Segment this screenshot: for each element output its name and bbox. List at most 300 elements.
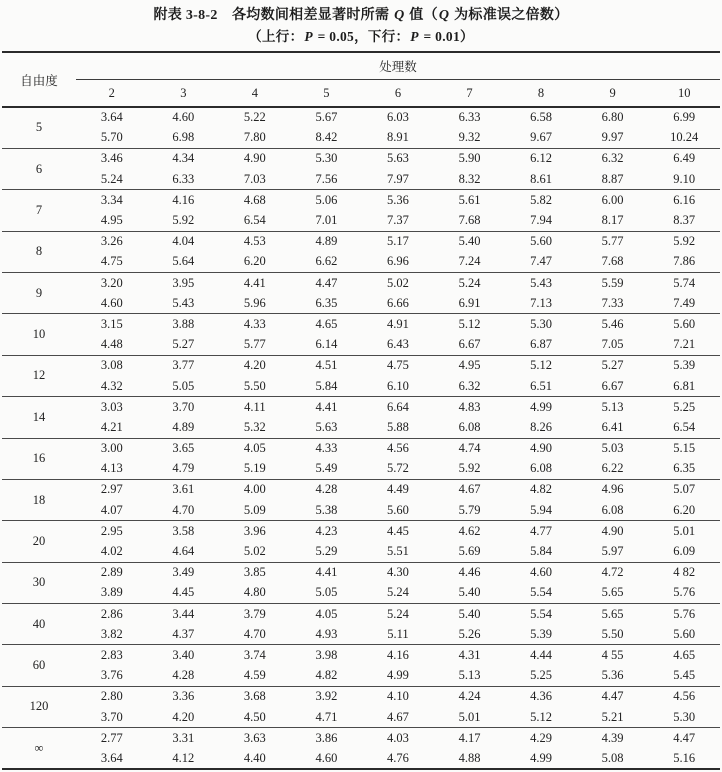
q-value-cell: 5.97 — [601, 544, 624, 559]
q-value-cell: 3.65 — [148, 438, 220, 459]
table-header — [2, 52, 720, 107]
q-value-cell: 4.36 — [505, 686, 577, 707]
q-value-cell: 5.09 — [243, 502, 266, 517]
q-value-cell: 2.97 — [76, 479, 148, 500]
q-value-cell: 4 82 — [648, 562, 720, 583]
column-header: 9 — [577, 80, 649, 108]
title-text: 值（ — [405, 8, 438, 23]
df-cell: 14 — [2, 397, 76, 438]
q-value-cell: 2.77 — [76, 728, 148, 749]
table-row-p05 — [2, 686, 720, 707]
q-value-cell: 5.03 — [577, 438, 649, 459]
q-value-cell: 4.32 — [100, 378, 123, 393]
q-value-cell: 4.12 — [172, 750, 195, 765]
q-value-cell: 4.21 — [100, 419, 123, 434]
q-value-cell: 5.60 — [673, 626, 696, 641]
q-value-cell: 7.86 — [673, 254, 696, 269]
q-value-cell: 5.02 — [243, 544, 266, 559]
q-value-cell: 8.61 — [530, 171, 552, 186]
q-value-cell: 7.03 — [243, 171, 266, 186]
q-value-cell: 5.76 — [673, 585, 696, 600]
q-value-cell: 4.41 — [291, 562, 363, 583]
q-value-cell: 4.50 — [243, 709, 266, 724]
q-value-cell: 5.63 — [362, 148, 434, 169]
q-value-cell: 9.97 — [601, 130, 624, 145]
q-value-cell: 5.67 — [315, 110, 338, 125]
subtitle-text: （上行： — [248, 29, 304, 44]
q-value-cell: 6.96 — [387, 254, 409, 269]
title-q-symbol: Q — [394, 8, 405, 23]
q-value-cell: 3.31 — [148, 728, 220, 749]
column-header: 4 — [219, 80, 291, 108]
q-value-cell: 5.50 — [601, 626, 624, 641]
q-value-cell: 5.26 — [458, 626, 481, 641]
q-value-cell: 3.86 — [291, 728, 363, 749]
q-value-cell: 10.24 — [670, 130, 699, 145]
q-value-cell: 6.99 — [673, 110, 696, 125]
table-body — [2, 107, 720, 769]
q-value-cell: 6.87 — [530, 337, 552, 352]
q-value-cell: 3.40 — [148, 645, 220, 666]
q-value-cell: 4.20 — [172, 709, 195, 724]
q-value-cell: 5.30 — [673, 709, 696, 724]
q-value-cell: 6.67 — [601, 378, 624, 393]
table-row-p05 — [2, 521, 720, 542]
q-value-cell: 5.39 — [648, 355, 720, 376]
q-value-cell: 3.89 — [100, 585, 123, 600]
q-value-cell: 5.17 — [362, 231, 434, 252]
q-value-cell: 4.10 — [362, 686, 434, 707]
q-value-cell: 5.12 — [434, 314, 506, 335]
q-value-cell: 4.70 — [243, 626, 266, 641]
q-value-cell: 5.02 — [362, 273, 434, 294]
title-text: 附表 3-8-2 各均数间相差显著时所需 — [153, 8, 394, 23]
q-value-cell: 6.35 — [673, 461, 696, 476]
q-value-cell: 5.22 — [243, 110, 266, 125]
q-value-cell: 4.30 — [362, 562, 434, 583]
q-value-cell: 4.75 — [100, 254, 123, 269]
q-value-cell: 6.51 — [530, 378, 552, 393]
q-value-cell: 4.91 — [362, 314, 434, 335]
table-row-p05 — [2, 190, 720, 211]
q-value-cell: 5.88 — [387, 419, 409, 434]
q-value-cell: 9.10 — [673, 171, 696, 186]
q-value-cell: 5.13 — [458, 668, 481, 683]
q-value-cell: 4.89 — [291, 231, 363, 252]
q-value-cell: 5.32 — [243, 419, 266, 434]
q-value-cell: 3.00 — [76, 438, 148, 459]
q-value-cell: 5.24 — [434, 273, 506, 294]
q-value-cell: 4.02 — [100, 544, 123, 559]
q-value-cell: 5.36 — [601, 668, 624, 683]
table-row-p01 — [2, 335, 720, 356]
q-value-cell: 5.11 — [387, 626, 409, 641]
q-value-cell: 8.37 — [673, 213, 696, 228]
q-value-cell: 4.88 — [458, 750, 481, 765]
q-value-cell: 4.28 — [172, 668, 195, 683]
q-value-cell: 2.95 — [76, 521, 148, 542]
q-value-cell: 3.68 — [219, 686, 291, 707]
q-value-cell: 5.01 — [648, 521, 720, 542]
q-value-cell: 4.67 — [387, 709, 409, 724]
q-value-cell: 5.25 — [648, 397, 720, 418]
q-value-cell: 5.96 — [243, 295, 266, 310]
q-value-cell: 4.33 — [219, 314, 291, 335]
column-header: 10 — [648, 80, 720, 108]
q-value-cell: 4.41 — [219, 273, 291, 294]
q-value-cell: 4.31 — [434, 645, 506, 666]
q-value-cell: 3.88 — [148, 314, 220, 335]
q-value-cell: 6.54 — [673, 419, 696, 434]
q-value-cell: 4.90 — [505, 438, 577, 459]
q-value-cell: 5.21 — [601, 709, 624, 724]
q-value-cell: 6.64 — [362, 397, 434, 418]
q-value-cell: 4.46 — [434, 562, 506, 583]
q-value-cell: 4.64 — [172, 544, 195, 559]
q-value-cell: 4.34 — [148, 148, 220, 169]
q-value-cell: 3.76 — [100, 668, 123, 683]
q-value-cell: 6.14 — [315, 337, 338, 352]
q-value-cell: 3.64 — [100, 110, 123, 125]
q-value-cell: 5.65 — [577, 604, 649, 625]
q-value-cell: 4.45 — [362, 521, 434, 542]
q-value-cell: 5.24 — [100, 171, 123, 186]
q-value-cell: 7.47 — [530, 254, 552, 269]
table-row-p05 — [2, 314, 720, 335]
table-row-p01 — [2, 128, 720, 149]
q-value-cell: 4.80 — [243, 585, 266, 600]
q-value-cell: 4.23 — [291, 521, 363, 542]
q-value-cell: 4.13 — [100, 461, 123, 476]
q-value-cell: 4.59 — [243, 668, 266, 683]
q-value-cell: 5.43 — [172, 295, 195, 310]
q-value-cell: 4.47 — [648, 728, 720, 749]
q-value-cell: 4.56 — [362, 438, 434, 459]
q-value-cell: 5.76 — [648, 604, 720, 625]
q-value-cell: 5.38 — [315, 502, 338, 517]
q-value-cell: 5.01 — [458, 709, 481, 724]
q-value-cell: 5.40 — [458, 585, 481, 600]
q-value-cell: 3.82 — [100, 626, 123, 641]
q-value-cell: 6.20 — [673, 502, 696, 517]
q-value-cell: 5.12 — [530, 709, 552, 724]
table-row-p01 — [2, 293, 720, 314]
column-header: 2 — [76, 80, 148, 108]
q-value-cell: 5.77 — [577, 231, 649, 252]
df-cell: 9 — [2, 273, 76, 314]
table-row-p05 — [2, 355, 720, 376]
q-value-cell: 6.08 — [458, 419, 481, 434]
q-value-cell: 4.41 — [291, 397, 363, 418]
q-value-cell: 5.92 — [172, 213, 195, 228]
q-value-cell: 6.58 — [530, 110, 552, 125]
q-value-cell: 4.65 — [291, 314, 363, 335]
q-value-cell: 4.56 — [648, 686, 720, 707]
q-value-cell: 9.32 — [458, 130, 481, 145]
q-value-cell: 5.70 — [100, 130, 123, 145]
q-value-cell: 4.77 — [505, 521, 577, 542]
table-row-p05 — [2, 604, 720, 625]
q-value-cell: 5.60 — [387, 502, 409, 517]
q-value-cell: 3.74 — [219, 645, 291, 666]
table-row-p01 — [2, 583, 720, 604]
q-value-cell: 5.36 — [362, 190, 434, 211]
subtitle-p-symbol: P — [410, 29, 419, 44]
q-value-cell: 6.80 — [601, 110, 624, 125]
q-value-cell: 5.82 — [505, 190, 577, 211]
q-value-cell: 4.28 — [291, 479, 363, 500]
q-value-cell: 7.80 — [243, 130, 266, 145]
q-value-cell: 5.25 — [530, 668, 552, 683]
q-value-cell: 5.92 — [458, 461, 481, 476]
q-value-cell: 5.27 — [172, 337, 195, 352]
table-row-p05 — [2, 479, 720, 500]
q-value-cell: 4.24 — [434, 686, 506, 707]
title-text: 为标准误之倍数） — [450, 8, 569, 23]
q-value-cell: 5.27 — [577, 355, 649, 376]
q-value-cell: 3.61 — [148, 479, 220, 500]
q-value-cell: 4.45 — [172, 585, 195, 600]
q-value-cell: 3.63 — [219, 728, 291, 749]
q-value-cell: 7.01 — [315, 213, 338, 228]
q-value-cell: 7.68 — [601, 254, 624, 269]
q-value-cell: 3.77 — [148, 355, 220, 376]
q-value-cell: 5.24 — [362, 604, 434, 625]
q-value-cell: 3.03 — [76, 397, 148, 418]
q-value-cell: 4.90 — [577, 521, 649, 542]
q-value-cell: 5.08 — [601, 750, 624, 765]
table-row-p01 — [2, 748, 720, 769]
q-value-cell: 8.87 — [601, 171, 624, 186]
q-value-cell: 6.32 — [458, 378, 481, 393]
q-value-cell: 4.44 — [505, 645, 577, 666]
q-value-cell: 4.16 — [362, 645, 434, 666]
subtitle-text: ） — [460, 29, 474, 44]
q-value-cell: 4.90 — [219, 148, 291, 169]
table-row-p05 — [2, 397, 720, 418]
table-row-p01 — [2, 210, 720, 231]
q-value-cell: 3.64 — [100, 750, 123, 765]
q-value-cell: 5.30 — [291, 148, 363, 169]
q-value-cell: 4.51 — [291, 355, 363, 376]
q-value-cell: 5.15 — [648, 438, 720, 459]
q-value-cell: 4.82 — [315, 668, 338, 683]
table-row-p01 — [2, 252, 720, 273]
column-header: 7 — [434, 80, 506, 108]
q-value-cell: 4.29 — [505, 728, 577, 749]
df-cell: 12 — [2, 355, 76, 396]
df-cell: 120 — [2, 686, 76, 727]
df-cell: 40 — [2, 604, 76, 645]
q-value-cell: 6.33 — [458, 110, 481, 125]
q-value-cell: 3.44 — [148, 604, 220, 625]
q-value-cell: 5.69 — [458, 544, 481, 559]
df-cell: 30 — [2, 562, 76, 603]
q-value-cell: 6.22 — [601, 461, 624, 476]
q-value-cell: 4.00 — [219, 479, 291, 500]
q-value-cell: 4.48 — [100, 337, 123, 352]
q-value-cell: 4.89 — [172, 419, 195, 434]
q-value-cell: 5.19 — [243, 461, 266, 476]
q-value-cell: 4.39 — [577, 728, 649, 749]
q-value-cell: 5.07 — [648, 479, 720, 500]
q-value-cell: 4.40 — [243, 750, 266, 765]
q-value-cell: 4.70 — [172, 502, 195, 517]
q-value-cell: 4.05 — [291, 604, 363, 625]
df-cell: 7 — [2, 190, 76, 231]
q-value-cell: 4.47 — [577, 686, 649, 707]
q-value-cell: 4.05 — [219, 438, 291, 459]
q-value-cell: 7.97 — [387, 171, 409, 186]
q-value-cell: 5.51 — [387, 544, 409, 559]
q-value-cell: 6.10 — [387, 378, 409, 393]
q-value-cell: 5.05 — [315, 585, 338, 600]
table-row-p01 — [2, 169, 720, 190]
q-value-cell: 5.84 — [315, 378, 338, 393]
q-value-cell: 5.63 — [315, 419, 338, 434]
q-value-cell: 4.68 — [219, 190, 291, 211]
q-value-cell: 7.49 — [673, 295, 696, 310]
column-numbers-row — [2, 80, 720, 108]
q-value-cell: 4.67 — [434, 479, 506, 500]
q-value-cell: 4.60 — [100, 295, 123, 310]
column-header: 3 — [148, 80, 220, 108]
q-value-cell: 6.98 — [172, 130, 195, 145]
df-cell: 6 — [2, 148, 76, 189]
column-header: 5 — [291, 80, 363, 108]
table-row-p01 — [2, 417, 720, 438]
table-row-p05 — [2, 728, 720, 749]
treatments-group-header: 处理数 — [76, 52, 720, 80]
q-value-cell: 7.37 — [387, 213, 409, 228]
q-value-cell: 4.62 — [434, 521, 506, 542]
q-value-cell: 6.33 — [172, 171, 195, 186]
q-value-cell: 4.11 — [219, 397, 291, 418]
q-value-cell: 3.92 — [291, 686, 363, 707]
q-value-cell: 7.05 — [601, 337, 624, 352]
q-value-cell: 5.43 — [505, 273, 577, 294]
table-row-p05 — [2, 438, 720, 459]
q-value-cell: 5.64 — [172, 254, 195, 269]
table-row-p01 — [2, 376, 720, 397]
q-value-cell: 6.81 — [673, 378, 696, 393]
q-value-cell: 4.96 — [577, 479, 649, 500]
q-value-cell: 4.60 — [315, 750, 338, 765]
df-cell: 10 — [2, 314, 76, 355]
q-value-cell: 4.82 — [505, 479, 577, 500]
q-value-cell: 5.39 — [530, 626, 552, 641]
q-value-cell: 5.54 — [505, 604, 577, 625]
q-value-cell: 4.95 — [100, 213, 123, 228]
q-value-cell: 5.45 — [673, 668, 696, 683]
q-value-cell: 4.83 — [434, 397, 506, 418]
table-row-p05 — [2, 273, 720, 294]
subtitle-text: = 0.01 — [419, 29, 461, 44]
q-value-cell: 4.93 — [315, 626, 338, 641]
q-value-cell: 4.17 — [434, 728, 506, 749]
q-value-cell: 4.79 — [172, 461, 195, 476]
q-value-cell: 4.16 — [148, 190, 220, 211]
q-value-cell: 4.72 — [577, 562, 649, 583]
q-value-cell: 5.50 — [243, 378, 266, 393]
table-row-p01 — [2, 707, 720, 728]
q-value-cell: 4.95 — [434, 355, 506, 376]
q-value-cell: 5.30 — [505, 314, 577, 335]
q-value-cell: 7.56 — [315, 171, 338, 186]
q-value-cell: 5.29 — [315, 544, 338, 559]
q-value-cell: 6.66 — [387, 295, 409, 310]
df-cell: ∞ — [2, 728, 76, 769]
df-cell: 5 — [35, 120, 43, 135]
table-row-p01 — [2, 459, 720, 480]
q-value-cell: 8.91 — [387, 130, 409, 145]
q-value-cell: 3.15 — [76, 314, 148, 335]
q-value-cell: 3.34 — [76, 190, 148, 211]
q-value-cell: 4.04 — [148, 231, 220, 252]
table-row-p05 — [2, 107, 720, 128]
q-value-cell: 6.49 — [648, 148, 720, 169]
table-row-p01 — [2, 500, 720, 521]
q-value-cell: 4.07 — [100, 502, 123, 517]
q-value-cell: 4 55 — [577, 645, 649, 666]
q-value-cell: 3.58 — [148, 521, 220, 542]
q-value-cell: 6.32 — [577, 148, 649, 169]
q-value-cell: 4.99 — [387, 668, 409, 683]
q-value-cell: 5.54 — [530, 585, 552, 600]
q-value-cell: 4.99 — [505, 397, 577, 418]
q-value-cell: 5.13 — [577, 397, 649, 418]
q-value-cell: 5.59 — [577, 273, 649, 294]
subtitle-p-symbol: P — [304, 29, 313, 44]
q-value-cell: 6.16 — [648, 190, 720, 211]
q-value-cell: 5.06 — [291, 190, 363, 211]
q-value-cell: 5.65 — [601, 585, 624, 600]
q-value-cell: 4.99 — [530, 750, 552, 765]
q-value-cell: 2.80 — [76, 686, 148, 707]
q-value-cell: 5.94 — [530, 502, 552, 517]
table-row-p05 — [2, 645, 720, 666]
q-value-cell: 3.85 — [219, 562, 291, 583]
q-value-cell: 4.33 — [291, 438, 363, 459]
q-value-cell: 5.49 — [315, 461, 338, 476]
q-value-cell: 9.67 — [530, 130, 552, 145]
q-value-cell: 5.79 — [458, 502, 481, 517]
subtitle-text: = 0.05， — [313, 29, 368, 44]
q-value-cell: 3.36 — [148, 686, 220, 707]
q-value-cell: 4.60 — [172, 110, 195, 125]
df-column-header: 自由度 — [2, 52, 76, 107]
q-value-cell: 6.62 — [315, 254, 338, 269]
q-value-cell: 4.71 — [315, 709, 338, 724]
q-value-cell: 4.37 — [172, 626, 195, 641]
q-value-cell: 7.21 — [673, 337, 696, 352]
q-value-cell: 6.08 — [601, 502, 624, 517]
q-value-cell: 3.95 — [148, 273, 220, 294]
q-value-cell: 6.20 — [243, 254, 266, 269]
q-value-cell: 2.89 — [76, 562, 148, 583]
table-row-p01 — [2, 541, 720, 562]
q-value-cell: 7.33 — [601, 295, 624, 310]
q-value-cell: 4.74 — [434, 438, 506, 459]
q-value-cell: 5.74 — [648, 273, 720, 294]
q-value-cell: 3.08 — [76, 355, 148, 376]
q-value-cell: 5.84 — [530, 544, 552, 559]
q-value-cell: 6.91 — [458, 295, 481, 310]
table-row-p05 — [2, 231, 720, 252]
q-value-cell: 5.46 — [577, 314, 649, 335]
subtitle-text: 下行： — [367, 29, 410, 44]
q-value-cell: 8.26 — [530, 419, 552, 434]
